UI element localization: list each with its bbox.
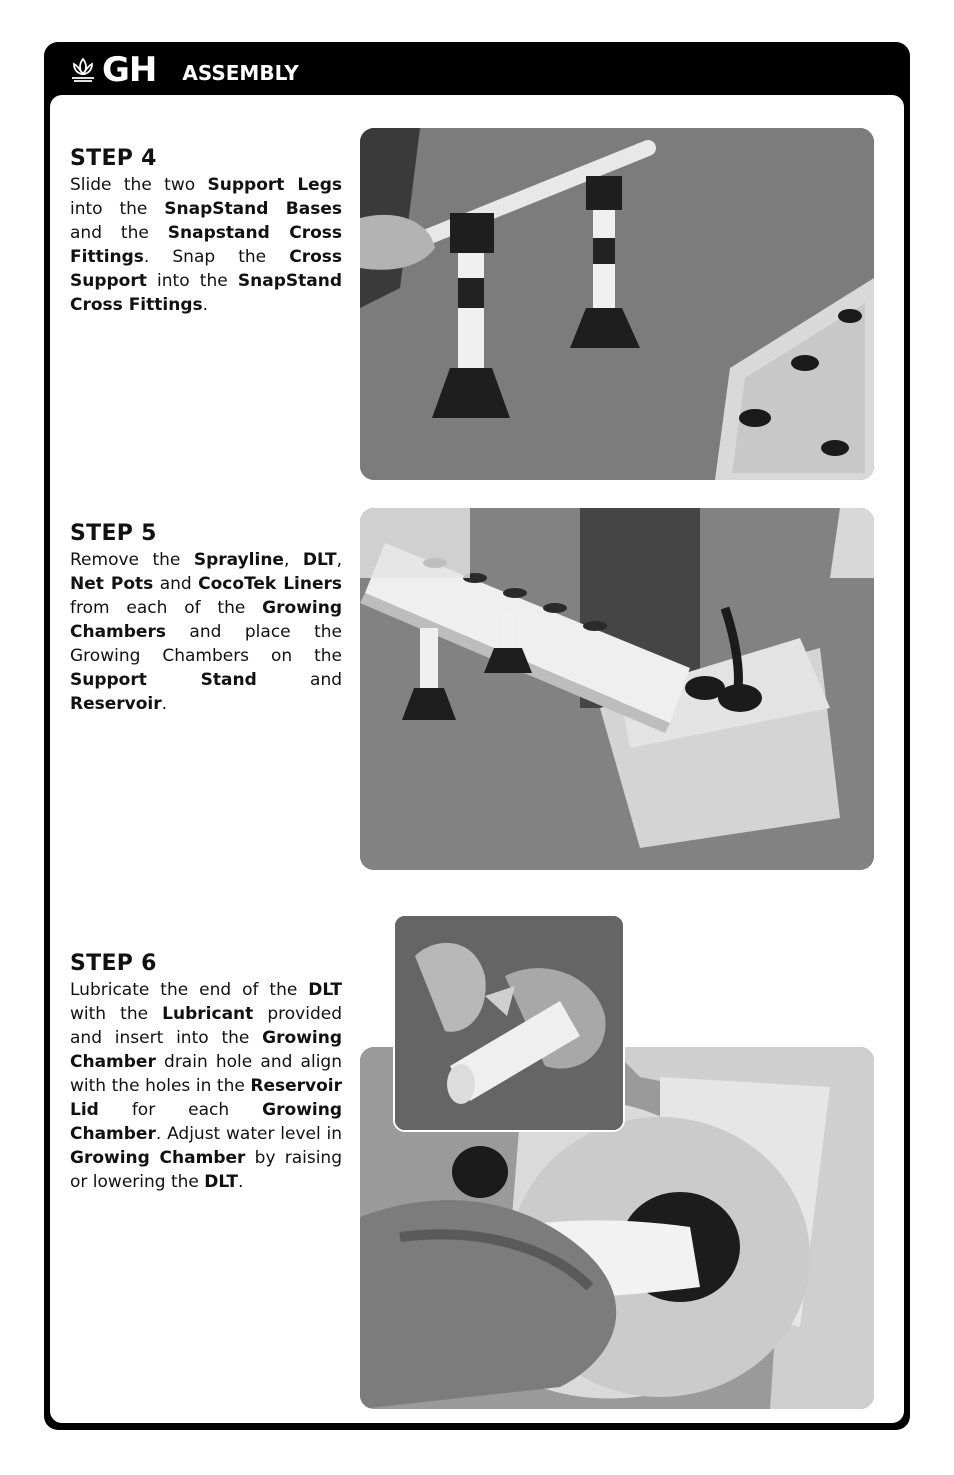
bold-term: Reservoir Lid (70, 1076, 342, 1120)
step-4-photo (360, 128, 874, 480)
header-bar (68, 50, 299, 90)
text-run: and (153, 574, 199, 594)
bold-term: Growing Chamber (70, 1148, 246, 1168)
step-text (70, 548, 342, 716)
step-title: STEP 4 (70, 146, 157, 171)
bold-term: CocoTek Liners (198, 574, 343, 594)
text-run: into the (146, 271, 238, 291)
text-run: and place the Growing Chambers on the (70, 622, 342, 666)
bold-term: Growing Chambers (70, 598, 342, 642)
bold-term: Net Pots (70, 574, 154, 594)
section-title: ASSEMBLY (182, 61, 299, 85)
bold-term: Support Stand (70, 670, 257, 690)
text-run: Slide the two (70, 175, 208, 195)
bold-term: DLT (308, 980, 342, 1000)
step-4 (70, 146, 342, 317)
step-title: STEP 6 (70, 951, 157, 976)
bold-term: DLT (204, 1172, 238, 1192)
bold-term: DLT (302, 550, 337, 570)
text-run: and the (70, 223, 168, 243)
text-run: . (202, 295, 209, 315)
bold-term: Growing Chamber (70, 1028, 342, 1072)
text-run: , (283, 550, 303, 570)
step-5-photo (360, 508, 874, 870)
text-run: . Snap the (143, 247, 290, 267)
bold-term: Reservoir (70, 694, 162, 714)
text-run: Lubricate the end of the (70, 980, 309, 1000)
step-title: STEP 5 (70, 521, 157, 546)
text-run: into the (70, 199, 165, 219)
bold-term: Growing Chamber (70, 1100, 342, 1144)
text-run: , (336, 550, 342, 570)
text-run: Remove the (70, 550, 194, 570)
step-5 (70, 521, 342, 716)
text-run: for each (98, 1100, 263, 1120)
step-text (70, 173, 342, 317)
text-run: . (161, 694, 168, 714)
text-run: from each of the (70, 598, 263, 618)
text-run: by raising or lowering the (70, 1148, 343, 1192)
bold-term: SnapStand Bases (164, 199, 342, 219)
text-run: . Adjust water level in (155, 1124, 342, 1144)
step-6-inset-photo (393, 914, 625, 1132)
step-text (70, 978, 342, 1194)
bold-term: SnapStand Cross Fittings (70, 271, 342, 315)
step-6 (70, 951, 342, 1194)
text-run: provided and insert into the (70, 1004, 342, 1048)
bold-term: Cross Support (70, 247, 342, 291)
text-run: with the (70, 1004, 163, 1024)
text-run: . (238, 1172, 244, 1192)
text-run: and (256, 670, 343, 690)
lotus-logo-icon (68, 55, 98, 85)
bold-term: Sprayline (193, 550, 284, 570)
logo-text: GH (102, 50, 157, 90)
bold-term: Support Legs (207, 175, 342, 195)
bold-term: Lubricant (162, 1004, 254, 1024)
bold-term: Snapstand Cross Fittings (70, 223, 342, 267)
text-run: drain hole and align with the holes in the (70, 1052, 342, 1096)
